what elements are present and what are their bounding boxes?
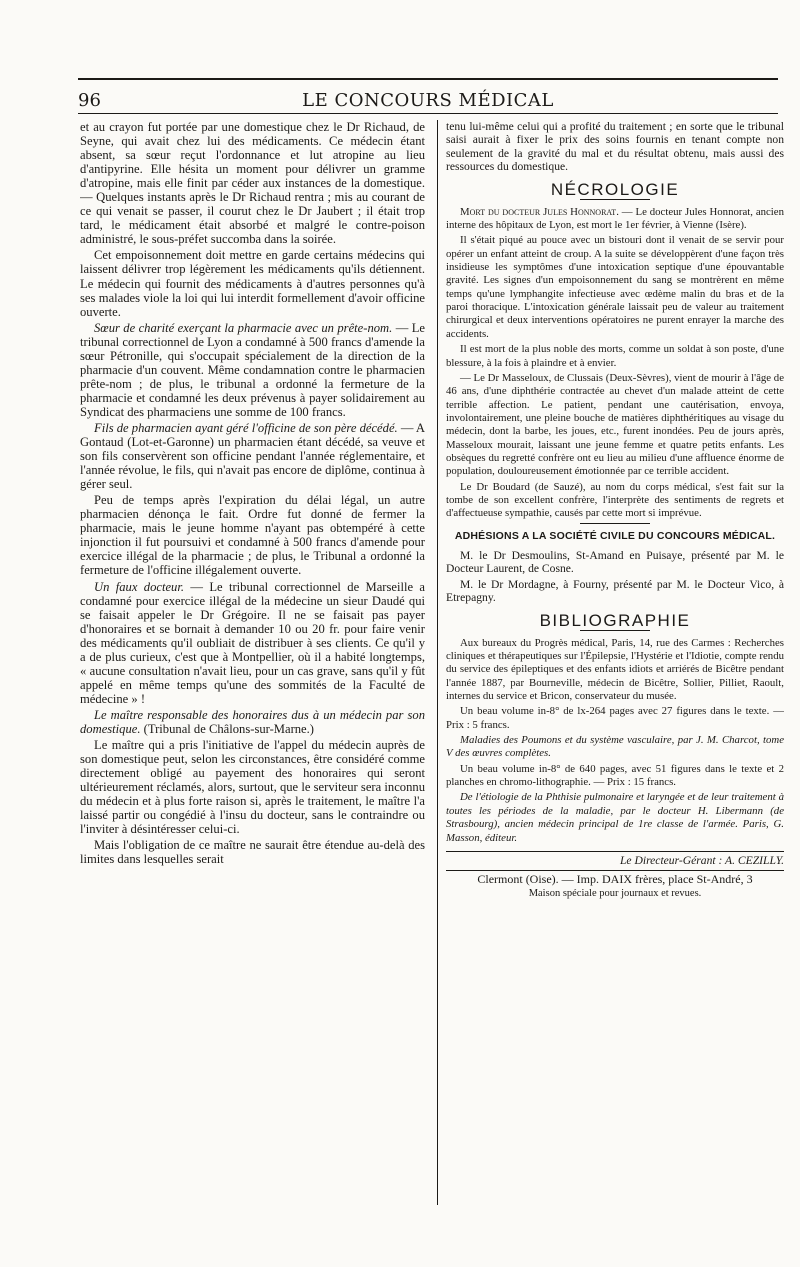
obituary-text: — Le docteur Jules Honnorat, ancien interne des hôpitaux de Lyon, est mort le 1er février, à Vienne (Isère). xyxy=(446,205,784,232)
necrology-heading: NÉCROLOGIE xyxy=(550,180,680,200)
article-section xyxy=(80,580,425,706)
section-text: — Le tribunal correctionnel de Lyon a condamné à 500 francs d'amende la sœur Pétronille, qui s'occupait spécialement de la direction de la pharmacie d'un couvent. Même condamnation contre le pharmacien prête-nom ; de plus, le tribunal a ordonné la fermeture de la pharmacie et condamné les deux prévenus à payer solidairement au Syndicat des pharmaciens une somme de 100 francs. xyxy=(80,320,425,419)
bibliography-body xyxy=(446,637,784,845)
section-title: Sœur de charité exerçant la pharmacie avec un prête-nom. xyxy=(94,320,393,335)
article-paragraph: Cet empoisonnement doit mettre en garde certains médecins qui laissent délivrer trop légèrement les médicaments qu'ils détiennent. Le médecin qui fournit des médicaments à d'autres personnes qu'à ses malades viole la loi qui lui interdit formellement d'avoir officine ouverte. xyxy=(80,248,425,319)
article-paragraph: tenu lui-même celui qui a profité du traitement ; en sorte que le tribunal saisi aurait à fixer le prix des soins fournis en tenant compte non seulement de la gravité du mal et du résultat obtenu, mais aussi des ressources du domestique. xyxy=(446,120,784,174)
article-paragraph: Peu de temps après l'expiration du délai légal, un autre pharmacien dénonça le fait. Ordre fut donné de fermer la pharmacie, mais le jeune homme n'ayant pas obtempéré à cette injonction il fut poursuivi et condamné à 500 francs d'amende pour exercice illégal de la pharmacie ; de plus, le Tribunal a ordonné la fermeture de l'officine illégalement ouverte. xyxy=(80,493,425,578)
section-court: (Tribunal de Châlons-sur-Marne.) xyxy=(143,721,314,736)
adhesion-entry: M. le Dr Desmoulins, St-Amand en Puisaye, présenté par M. le Docteur Laurent, de Cosne. xyxy=(446,548,784,576)
director-signature: Le Directeur-Gérant : A. CEZILLY. xyxy=(446,851,784,867)
article-paragraph: Le maître qui a pris l'initiative de l'appel du médecin auprès de son domestique peut, selon les circonstances, être considéré comme directement obligé au payement des honoraires qui seront ultérieurement réclamés, alors, surtout, que le serviteur sera inconnu du médecin et à plus forte raison si, après le traitement, le maître l'a laissé partir ou congédié à l'insu du docteur, sans le contraindre ou l'inviter à désintéresser celui-ci. xyxy=(80,738,425,837)
article-paragraph: Mais l'obligation de ce maître ne saurait être étendue au-delà des limites dans lesquelles serait xyxy=(80,838,425,867)
article-section xyxy=(80,708,425,736)
section-title: Un faux docteur. xyxy=(94,579,185,594)
obituary-paragraph: Il s'était piqué au pouce avec un bistouri dont il venait de se servir pour opérer un enfant atteint de croup. A la suite se développèrent d'une façon très insidieuse les symptômes d'une intoxication septique d'une épouvantable gravité. Les signes d'un empoisonnement du sang se montrèrent en même temps qu'une lymphangite infectieuse avec œdème malin du bras et de la paroi thoracique. L'intoxication générale laissait peu de valeur au traitement chirurgical et deux interventions opératoires ne purent enrayer la marche des accidents. xyxy=(446,234,784,340)
bibliography-heading: BIBLIOGRAPHIE xyxy=(539,611,691,631)
printer-note: Maison spéciale pour journaux et revues. xyxy=(528,887,702,899)
bibliography-entry: Un beau volume in-8° de 640 pages, avec 51 figures dans le texte et 2 planches en chromo-lithographie. — Prix : 15 francs. xyxy=(446,762,784,789)
page-header xyxy=(78,78,778,114)
bibliography-entry: Maladies des Poumons et du système vasculaire, par J. M. Charcot, tome V des œuvres complètes. xyxy=(446,734,784,760)
obituary-paragraph xyxy=(446,206,784,233)
left-column xyxy=(80,120,425,1205)
section-text: — A Gontaud (Lot-et-Garonne) un pharmacien étant décédé, sa veuve et son fils conservèrent son officine pendant l'année réglementaire, et l'année révolue, le fils, qui n'avait pas encore de diplôme, continua à gérer seul. xyxy=(80,420,425,492)
adhesion-entry: M. le Dr Mordagne, à Fourny, présenté par M. le Docteur Vico, à Etrepagny. xyxy=(446,577,784,604)
section-text: — Le tribunal correctionnel de Marseille a condamné pour exercice illégal de la médecine un sieur Daudé qui se faisait appeler le Dr Grégoire. Il ne se faisait pas payer d'honoraires et se bornait à demander 10 ou 20 fr. pour faire venir des médicaments qu'il oubliait de distribuer à ses clients. Ce qu'il y a de plus curieux, c'est que à Montpellier, où il a habité longtemps, « aucune consultation n'avait lieu, pour un cas grave, sans qu'il y fût appelé en même temps qu'une des sommités de la Faculté de médecine » ! xyxy=(80,579,425,706)
article-section xyxy=(80,321,425,419)
obituary-paragraph: Il est mort de la plus noble des morts, comme un soldat à son poste, d'une blessure, à la fois à plaindre et à envier. xyxy=(446,343,784,369)
necrology-body xyxy=(446,206,784,521)
bibliography-entry: De l'étiologie de la Phthisie pulmonaire et laryngée et de leur traitement à toutes les périodes de la maladie, par le docteur H. Libermann (de Strasbourg), ancien médecin principal de 1re classe de l'armée. Paris, G. Masson, éditeur. xyxy=(446,791,784,844)
section-title: Le maître responsable des honoraires dus à un médecin par son domestique. xyxy=(80,707,425,736)
obituary-paragraph: — Le Dr Masseloux, de Clussais (Deux-Sèvres), vient de mourir à l'âge de 46 ans, d'une diphthérie contractée au chevet d'un malade atteint de cette terrible affection. Le patient, pendant une cautérisation, envoya, involontairement, une pleine bouche de matières diphthéritiques au visage du médecin, dont la barbe, les joues, etc., furent inondées. Peu de jours après, Masseloux mourait, laissant une jeune femme et quatre petits enfants. Les obsèques du regretté confrère ont eu lieu au milieu d'une affluence énorme de population, douloureusement émotionnée par ce terrible accident. xyxy=(446,371,784,478)
adhesions-heading: ADHÉSIONS A LA SOCIÉTÉ CIVILE DU CONCOURS MÉDICAL. xyxy=(454,529,776,542)
article-section xyxy=(80,421,425,491)
printer-line: Clermont (Oise). — Imp. DAIX frères, place St-André, 3 xyxy=(477,872,753,887)
journal-title: LE CONCOURS MÉDICAL xyxy=(302,90,554,111)
obituary-paragraph: Le Dr Boudard (de Sauzé), au nom du corps médical, s'est fait sur la tombe de son excellent confrère, l'interprète des sentiments de regrets et d'affectueuse sympathie, causés par cette mort si imprévue. xyxy=(446,480,784,520)
page-number: 96 xyxy=(78,90,101,111)
section-title: Fils de pharmacien ayant géré l'officine de son père décédé. xyxy=(94,420,398,435)
bibliography-entry: Un beau volume in-8° de lx-264 pages avec 27 figures dans le texte. — Prix : 5 francs. xyxy=(446,705,784,731)
bibliography-entry: Aux bureaux du Progrès médical, Paris, 14, rue des Carmes : Recherches cliniques et thérapeutiques sur l'Épilepsie, l'Hystérie et l'Idiotie, compte rendu du service des épileptiques et des enfants idiots et arriérés de Bicêtre pendant l'année 1887, par Bourneville, médecin de Bicêtre, Sollier, Pilliet, Raoult, internes du service et Bricon, conservateur du musée. xyxy=(446,636,784,703)
obituary-lead: Mort du docteur Jules Honnorat. xyxy=(460,205,619,218)
column-divider xyxy=(437,120,438,1205)
short-rule xyxy=(580,523,650,524)
article-paragraph: et au crayon fut portée par une domestique chez le Dr Richaud, de Seyne, qui avait chez lui des médicaments. Ce médecin étant absent, sa sœur reçut l'ordonnance et lut atropine au lieu d'antipyrine. Elle hésita un moment pour délivrer un gramme d'atropine, mais elle finit par céder aux instances de la domestique. — Quelques instants après le Dr Richaud rentra ; mis au courant de ce qui venait se passer, il courut chez le Dr Jaubert ; il était trop tard, le médicament était absorbé et malgré le contre-poison administré, le sous-préfet succomba dans la soirée. xyxy=(80,120,425,247)
right-column xyxy=(446,120,784,1205)
printer-imprint xyxy=(446,870,784,900)
header-rule xyxy=(78,113,778,114)
